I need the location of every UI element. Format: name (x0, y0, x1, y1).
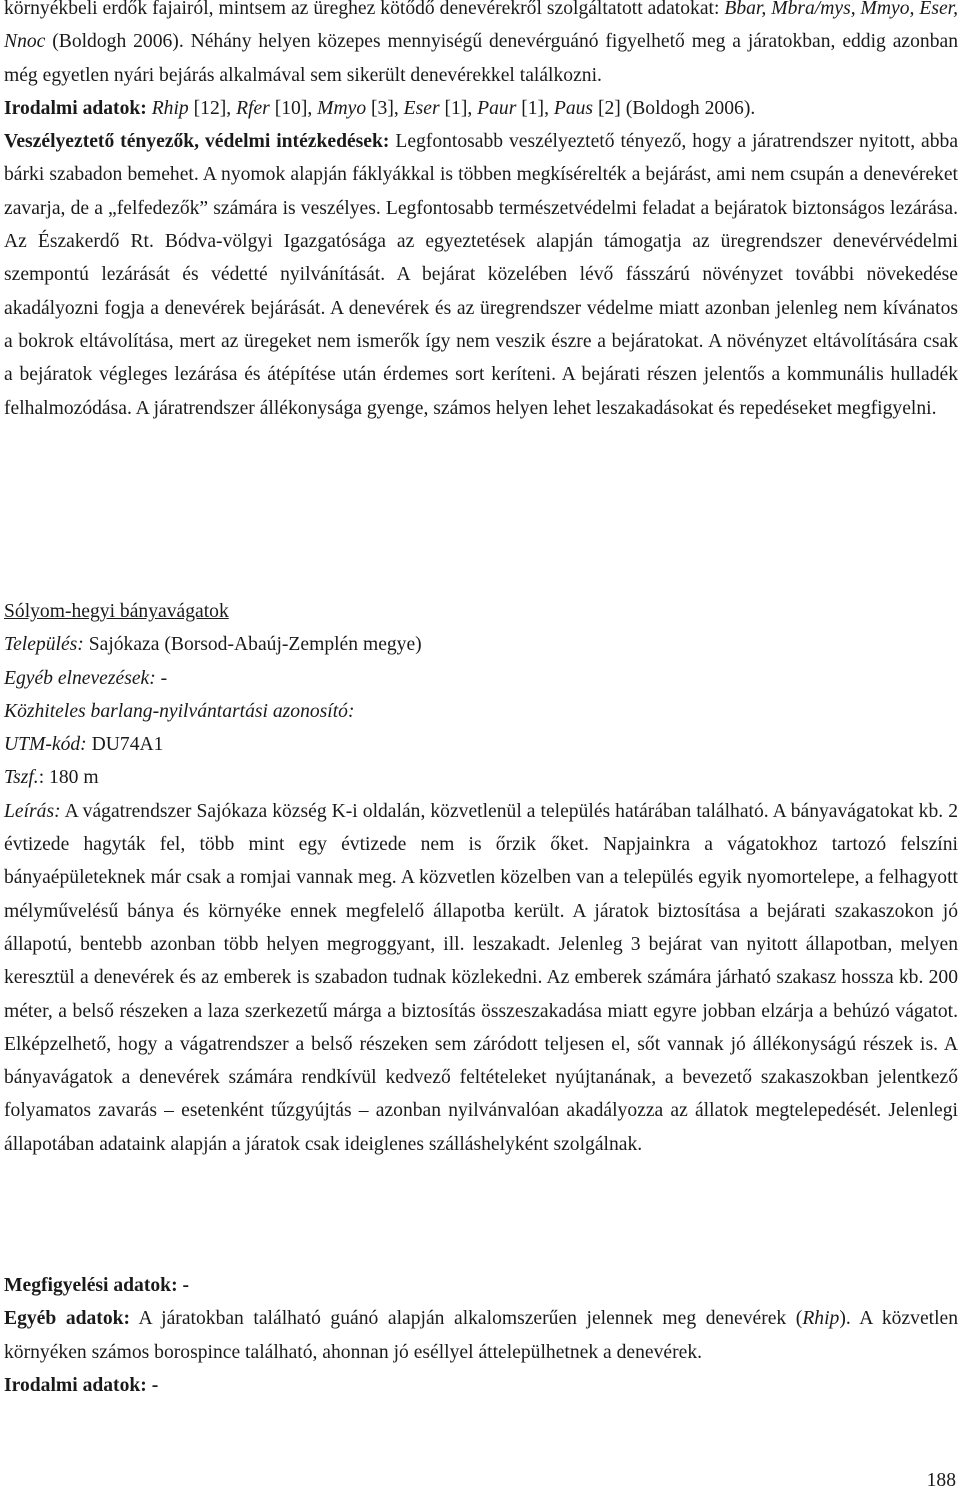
literature-label: Irodalmi adatok: (4, 97, 147, 119)
previous-site-section (4, 0, 958, 425)
literature-line: Irodalmi adatok: - (4, 1374, 159, 1396)
utm-line (4, 728, 958, 761)
literature-data-paragraph (4, 92, 958, 125)
species-rfer: Rfer (236, 97, 270, 119)
species-paur: Paur (477, 97, 517, 119)
altitude-label: Tszf. (4, 767, 39, 789)
intro-reference: (Boldogh 2006). Néhány helyen közepes mennyiségű denevérguánó figyelhető meg a járatokban, eddig azonban még egyetlen nyári bejárás alkalmával sem sikerült denevérekkel találkozni. (4, 31, 958, 86)
other-data-text-2: ). A közvetlen környéken számos borospince található, ahonnan jó eséllyel áttelepülhetnek a denevérek. (4, 1308, 959, 1363)
altitude-line (4, 761, 958, 794)
settlement-label: Település: (4, 634, 84, 656)
other-names-line: Egyéb elnevezések: - (4, 667, 168, 689)
utm-label: UTM-kód: (4, 734, 87, 756)
site-section (4, 595, 958, 1161)
registry-line: Közhiteles barlang-nyilvántartási azonosító: (4, 700, 355, 722)
observation-line: Megfigyelési adatok: - (4, 1275, 190, 1296)
threats-label: Veszélyeztető tényezők, védelmi intézkedések: (4, 131, 390, 153)
other-data-text-1: A járatokban található guánó alapján alkalomszerűen jelennek meg denevérek ( (130, 1308, 803, 1330)
species-mmyo: Mmyo (317, 97, 367, 119)
settlement-value: Sajókaza (Borsod-Abaúj-Zemplén megye) (83, 634, 422, 656)
intro-paragraph (4, 0, 958, 92)
species-list: Bbar, Mbra/mys, Mmyo, Eser, Nnoc (4, 0, 959, 53)
description-text: A vágatrendszer Sajókaza község K-i oldalán, közvetlenül a település határában található. A bányavágatokat kb. 2 évtizede hagyták fel, több mint egy évtizede nem is őrzik őket. Napjainkra a vágatokhoz tartozó felszíni bányaépületeknek már csak a romjai vannak meg. A közvetlen közelben van a település egyik nyomortelepe, a felhagyott mélyművelésű bánya és környéke ennek megfelelő állapotba került. A járatok biztosítása a bejárati szakaszokon jó állapotú, bentebb azonban több helyen megroggyant, ill. leszakadt. Jelenleg 3 bejárat van nyitott állapotban, melyen keresztül a denevérek és az emberek is szabadon tudnak közlekedni. Az emberek számára járható szakasz hossza kb. 200 méter, a belső részeken a laza szerkezetű márga a biztosítás összeszakadása miatt egyre jobban elzárja a behúzó vágatot. Elképzelhető, hogy a vágatrendszer a belső részeken sem záródott teljesen el, sőt vannak jó állékonyságú részek is. A bányavágatok a denevérek számára rendkívül kedvező feltételeket nyújtanának, a bevezető szakaszokban jelentkező folyamatos zavarás – esetenként tűzgyújtás – azonban nyilvánvalóan akadályozza az állatok megtelepedését. Jelenlegi állapotában adataink alapján a járatok csak ideiglenes szálláshelyként szolgálnak. (4, 800, 958, 1155)
count-eser: [1], (439, 97, 478, 119)
site-title: Sólyom-hegyi bányavágatok (4, 601, 229, 622)
other-data-paragraph (4, 1302, 958, 1369)
settlement-line (4, 628, 958, 661)
count-rhip: [12], (188, 97, 237, 119)
other-data-label: Egyéb adatok: (4, 1308, 131, 1330)
page-number: 188 (926, 1470, 956, 1491)
altitude-value: : 180 m (38, 767, 99, 789)
species-paus: Paus (553, 97, 594, 119)
site-data-section (4, 1269, 958, 1402)
species-eser: Eser (403, 97, 440, 119)
threats-paragraph (4, 125, 958, 425)
count-rfer: [10], (269, 97, 318, 119)
count-paus: [2] (Boldogh 2006). (593, 97, 756, 119)
utm-value: DU74A1 (86, 734, 164, 756)
description-label: Leírás: (4, 800, 61, 822)
description-paragraph (4, 795, 958, 1161)
other-data-species: Rhip (802, 1308, 840, 1330)
count-mmyo: [3], (366, 97, 404, 119)
threats-text: A nyomok alapján fáklyákkal is többen megkísérelték a bejárást, ami nem csupán a denevéreket zavarja, de a „felfedezők” számára is veszélyes. Legfontosabb természetvédelmi feladat a bejáratok biztonságos lezárása. Az Északerdő Rt. Bódva-völgyi Igazgatósága az egyeztetések alapján támogatja az üregrendszer denevérvédelmi szempontú lezárását és védetté nyilvánítását. A bejárat közelében lévő fásszárú növényzet további növekedése akadályozni fogja a denevérek bejárását. A denevérek és az üregrendszer védelme miatt azonban jelenleg nem kívánatos a bokrok eltávolítása, mert az üregeket nem ismerők így nem veszik észre a bejáratokat. A növényzet eltávolítására csak a bejáratok végleges lezárása és átépítése után érdemes sort keríteni. A bejárati részen jelentős a kommunális hulladék felhalmozódása. A járatrendszer állékonysága gyenge, számos helyen lehet leszakadásokat és repedéseket megfigyelni. (4, 164, 958, 419)
count-paur: [1], (516, 97, 554, 119)
intro-text: környékbeli erdők fajairól, mintsem az üreghez kötődő denevérekről szolgáltatott adatokat: (4, 0, 725, 19)
species-rhip: Rhip (151, 97, 189, 119)
threats-text-lead: Legfontosabb veszélyeztető tényező, hogy a járatrendszer nyitott, abba bárki szabadon bemehet. (4, 131, 959, 186)
